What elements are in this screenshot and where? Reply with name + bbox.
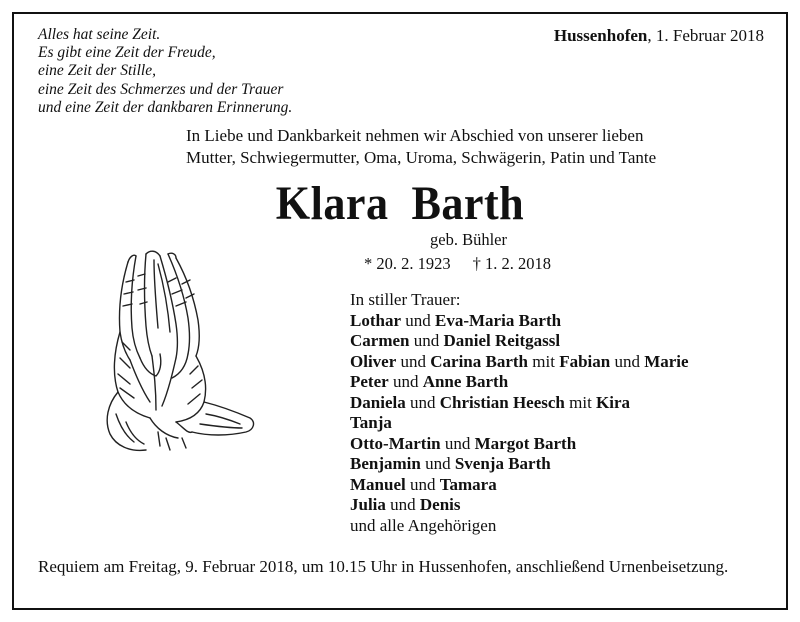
mourner-name: Kira	[596, 392, 631, 412]
mourner-row	[350, 475, 689, 496]
mourner-connector: und	[385, 495, 420, 514]
mourner-name: Christian Heesch	[439, 392, 565, 412]
mourner-connector: und	[388, 372, 423, 391]
intro-line: In Liebe und Dankbarkeit nehmen wir Abschied von unserer lieben	[186, 126, 644, 145]
mourner-row	[350, 372, 689, 393]
mourner-row	[350, 434, 689, 455]
mourner-name: Marie	[644, 351, 689, 371]
motto-line: und eine Zeit der dankbaren Erinnerung.	[38, 98, 293, 116]
motto-line: Alles hat seine Zeit.	[38, 26, 161, 43]
birth-date: * 20. 2. 1923	[364, 254, 451, 273]
date: , 1. Februar 2018	[647, 26, 764, 45]
mourner-name: Tamara	[439, 474, 497, 494]
life-dates	[364, 254, 551, 274]
mourner-connector: und	[405, 474, 440, 494]
mourner-name: Julia	[350, 495, 386, 514]
mourner-row	[350, 352, 689, 373]
mourner-name: Anne Barth	[422, 372, 509, 391]
praying-hands-icon	[96, 242, 264, 460]
motto-line: eine Zeit der Stille,	[38, 62, 156, 80]
motto-line: Es gibt eine Zeit der Freude,	[38, 44, 216, 62]
mourner-row	[350, 454, 689, 475]
mourner-connector: und	[396, 351, 431, 371]
mourner-name: Manuel	[350, 474, 406, 494]
mourner-connector: und	[405, 392, 440, 412]
mourner-connector: und	[420, 454, 455, 473]
mourner-connector: mit	[528, 351, 560, 371]
mourner-row	[350, 311, 689, 332]
mourners-list	[350, 290, 689, 536]
mourner-name: Eva-Maria Barth	[435, 310, 562, 330]
mourner-name: Carmen	[350, 331, 410, 350]
motto-line: eine Zeit des Schmerzes und der Trauer	[38, 80, 284, 98]
mourner-name: Daniela	[350, 392, 406, 412]
mourner-row	[350, 413, 689, 434]
mourner-connector: und	[610, 351, 645, 371]
mourner-row	[350, 331, 689, 352]
motto	[38, 26, 292, 117]
death-date: † 1. 2. 2018	[472, 254, 551, 273]
mourner-name: Lothar	[350, 310, 401, 330]
deceased-name: Klara Barth	[275, 177, 525, 230]
mourner-name: Denis	[419, 495, 461, 514]
mourner-name: Daniel Reitgassl	[443, 331, 561, 350]
mourners-closing: und alle Angehörigen	[350, 515, 497, 535]
mourner-rows	[350, 311, 689, 516]
obituary-notice	[12, 12, 788, 610]
mourner-name: Margot Barth	[474, 433, 577, 453]
mourner-connector: und	[440, 433, 475, 453]
mourner-connector: mit	[564, 392, 597, 412]
mourner-row	[350, 495, 689, 516]
place-date	[554, 26, 764, 46]
mourner-name: Benjamin	[350, 454, 421, 473]
mourner-name: Carina Barth	[430, 351, 529, 371]
mourner-name: Oliver	[350, 351, 397, 371]
intro-line: Mutter, Schwiegermutter, Oma, Uroma, Schwägerin, Patin und Tante	[186, 148, 657, 167]
requiem-info: Requiem am Freitag, 9. Februar 2018, um 10.15 Uhr in Hussenhofen, anschließend Urnenbeisetzung.	[38, 557, 729, 576]
birth-name: geb. Bühler	[430, 230, 507, 249]
mourner-name: Otto-Martin	[350, 433, 441, 453]
mourner-row	[350, 393, 689, 414]
intro-text	[186, 125, 656, 169]
mourners-heading: In stiller Trauer:	[350, 290, 461, 309]
mourner-name: Tanja	[350, 413, 392, 432]
mourner-connector: und	[409, 331, 444, 350]
mourner-connector: und	[401, 310, 435, 330]
place: Hussenhofen	[553, 26, 648, 45]
mourner-name: Peter	[350, 372, 389, 391]
mourner-name: Svenja Barth	[454, 454, 551, 473]
mourner-name: Fabian	[559, 351, 611, 371]
